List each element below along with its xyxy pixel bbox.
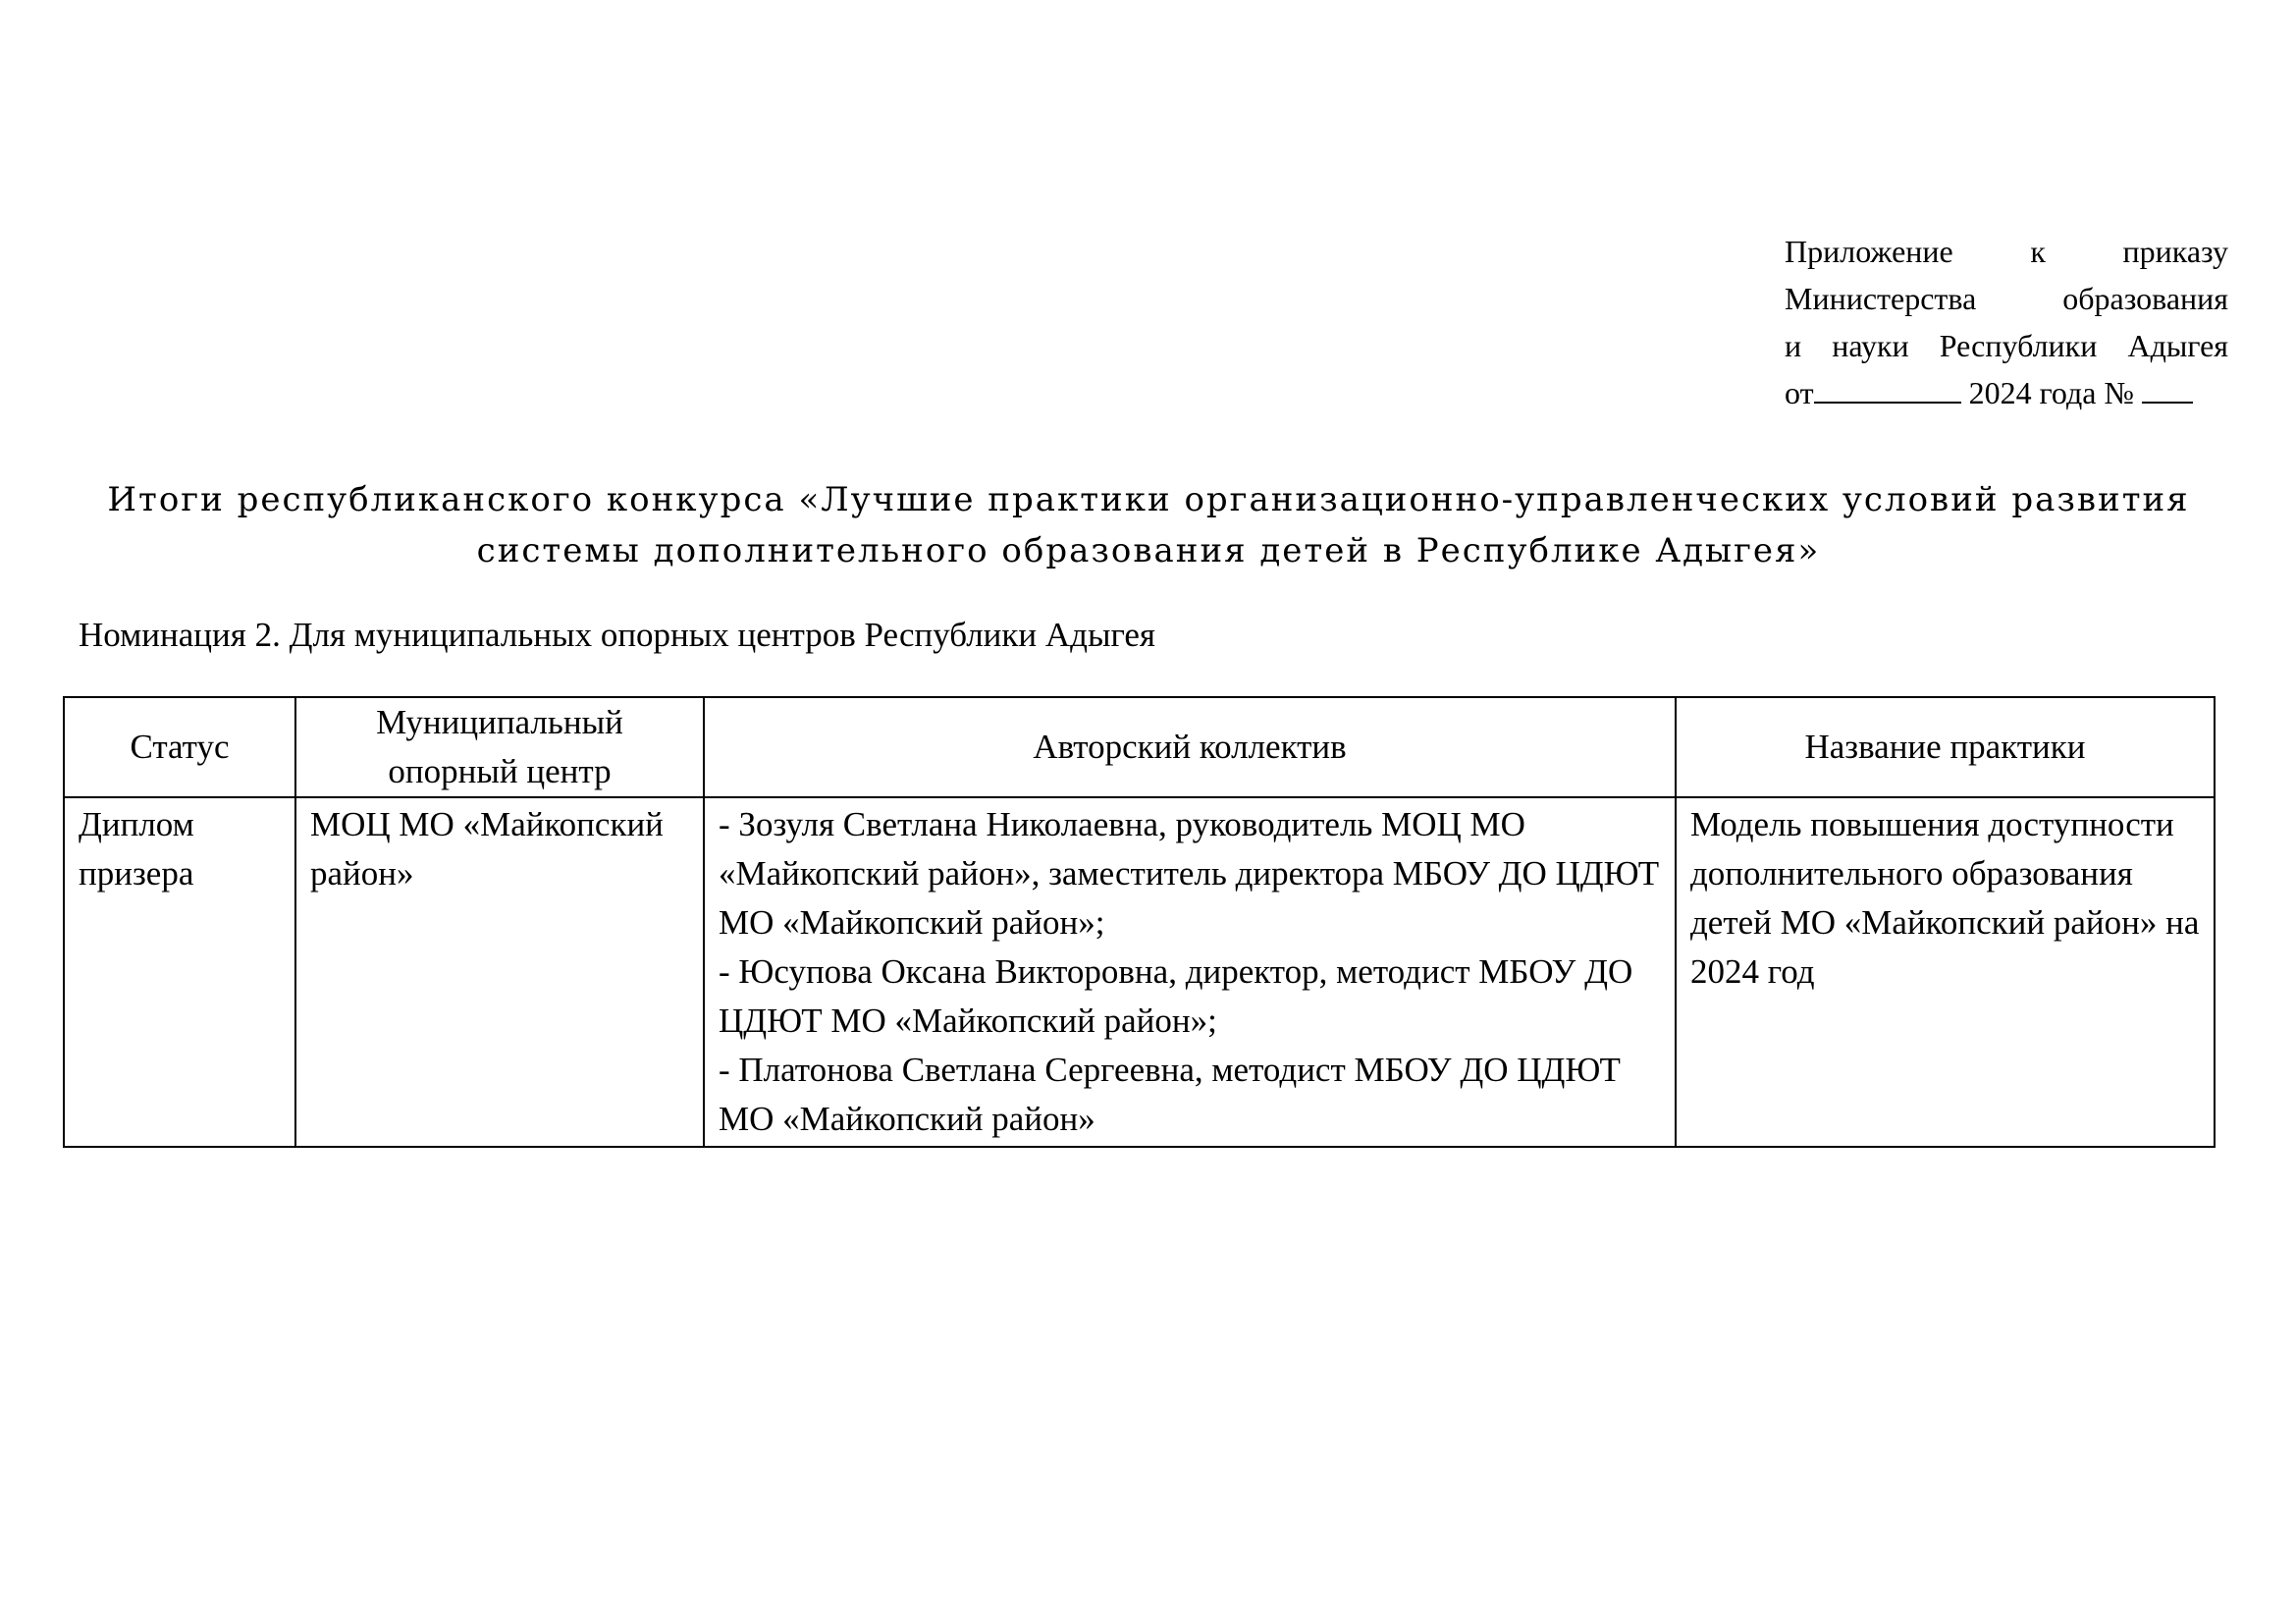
- author-item: - Платонова Светлана Сергеевна, методист МБОУ ДО ЦДЮТ МО «Майкопский район»: [719, 1051, 1621, 1138]
- date-blank: [1814, 374, 1961, 404]
- cell-center: МОЦ МО «Майкопский район»: [295, 797, 704, 1147]
- appendix-block: [1785, 228, 2228, 416]
- author-item: - Зозуля Светлана Николаевна, руководитель МОЦ МО «Майкопский район», заместитель директора МБОУ ДО ЦДЮТ МО «Майкопский район»;: [719, 805, 1660, 942]
- document-title: [59, 474, 2238, 576]
- number-blank: [2142, 374, 2193, 404]
- header-status: Статус: [64, 697, 295, 797]
- header-center: Муниципальный опорный центр: [295, 697, 704, 797]
- appendix-line-2: Министерства образования: [1785, 281, 2228, 316]
- appendix-date-prefix: от: [1785, 375, 1814, 410]
- appendix-year-number: 2024 года №: [1968, 375, 2134, 410]
- cell-authors: [704, 797, 1676, 1147]
- appendix-line-3: и науки Республики Адыгея: [1785, 328, 2228, 363]
- appendix-line-1: Приложение к приказу: [1785, 234, 2228, 269]
- title-line-2: системы дополнительного образования детей в Республике Адыгея»: [476, 531, 1821, 570]
- author-item: - Юсупова Оксана Викторовна, директор, методист МБОУ ДО ЦДЮТ МО «Майкопский район»;: [719, 952, 1633, 1040]
- title-line-1: Итоги республиканского конкурса «Лучшие практики организационно-управленческих условий развития: [107, 480, 2190, 519]
- table-header-row: [64, 697, 2215, 797]
- table-row: [64, 797, 2215, 1147]
- header-authors: Авторский коллектив: [704, 697, 1676, 797]
- nomination-heading: Номинация 2. Для муниципальных опорных центров Республики Адыгея: [79, 616, 1155, 654]
- results-table: [63, 696, 2216, 1148]
- cell-practice: Модель повышения доступности дополнительного образования детей МО «Майкопский район» на 2024 год: [1676, 797, 2215, 1147]
- appendix-line-4: [1785, 369, 2228, 416]
- cell-status: Диплом призера: [64, 797, 295, 1147]
- header-practice: Название практики: [1676, 697, 2215, 797]
